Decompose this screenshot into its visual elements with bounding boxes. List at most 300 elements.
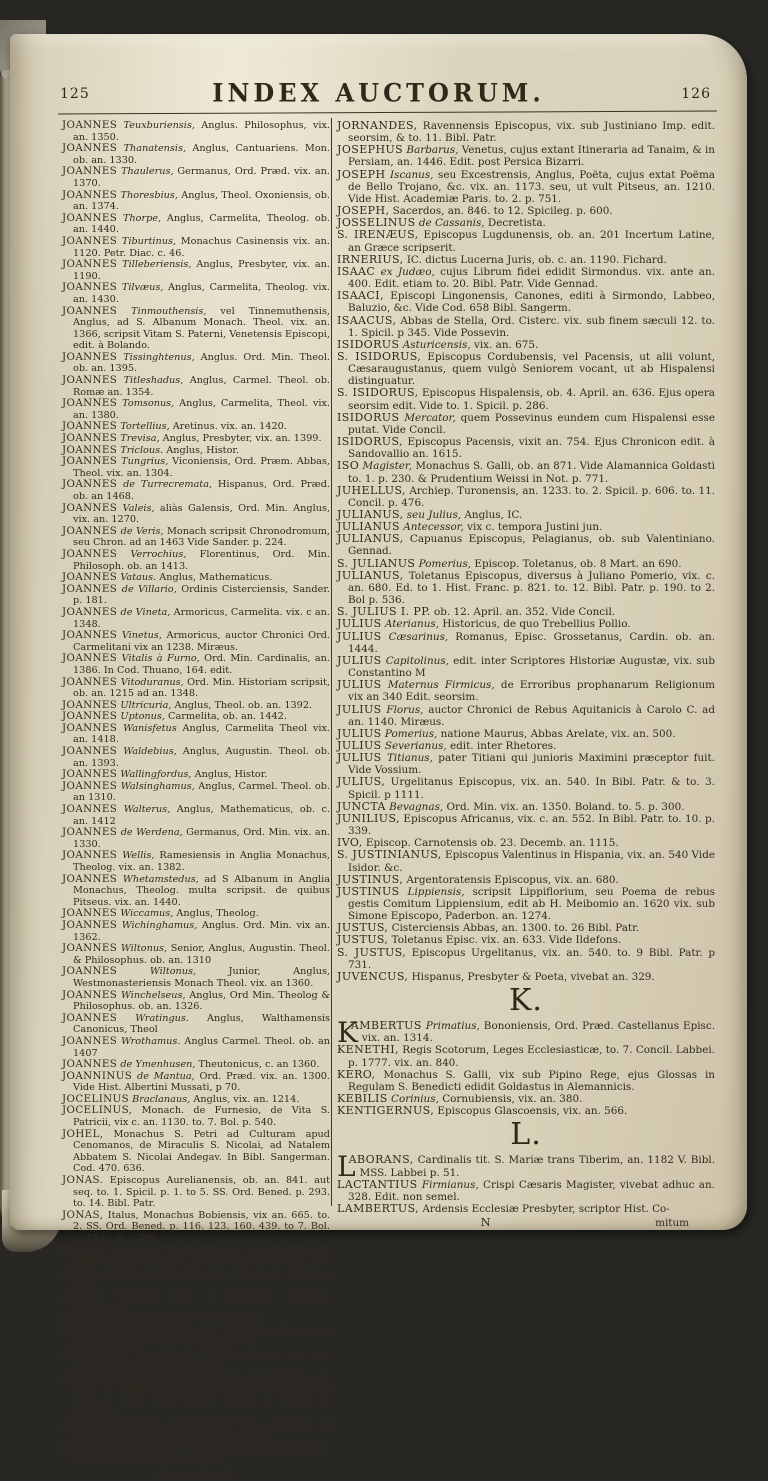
- index-entry: [337, 1044, 715, 1068]
- entry-byname: Thaulerus,: [117, 166, 174, 178]
- index-entry: [337, 679, 715, 703]
- entry-headword: JUSTUS,: [337, 921, 389, 935]
- entry-text: ad S Albanum in Anglia Monachus, Theolog. multa scripsit. de quibus Pitseus. vix. an. 1440.: [73, 873, 331, 908]
- index-column-right: [337, 120, 715, 1229]
- entry-headword: JOANNES: [62, 165, 118, 178]
- entry-text: pater Titiani qui junioris Maximini præceptor fuit. Vide Vossium.: [348, 752, 715, 777]
- index-entry: [337, 533, 715, 557]
- index-entry: [337, 120, 715, 144]
- entry-headword: ABORANS,: [348, 1153, 414, 1167]
- entry-text: scripsit Lippiflorium, seu Poema de rebus gestis Comitum Lippiensium, edit ab H. Meibomio an. 1620 vix. sub Simone Episcopo, Paderbon. an. 1274.: [348, 885, 715, 923]
- entry-byname: Tissinghtenus,: [117, 351, 195, 363]
- index-entry: [62, 456, 330, 479]
- page-header: [10, 78, 747, 112]
- entry-headword: JONAS,: [62, 1208, 104, 1221]
- entry-byname: Ruffus,: [125, 1418, 167, 1430]
- entry-headword: ISIDORUS: [337, 410, 400, 424]
- entry-headword: JOANNES: [62, 918, 118, 931]
- index-entry: [62, 1349, 330, 1372]
- entry-text: Anglus Carmel. Theol. ob. an 1407: [73, 1035, 330, 1059]
- entry-headword: JULIANUS: [337, 520, 400, 534]
- entry-text: Augustinian. vix. an. 1410.: [129, 1314, 264, 1326]
- index-entry: [337, 387, 715, 411]
- index-entry: [62, 1210, 330, 1245]
- entry-byname: Wiltonus,: [117, 943, 168, 955]
- entry-headword: KEBILIS: [337, 1092, 388, 1106]
- entry-text: Anglus, Augustin. Theol. ob. an. 1393.: [73, 746, 331, 769]
- index-entry: [62, 398, 330, 421]
- entry-text: ob. 12. April. an. 352. Vide Concil.: [430, 606, 616, 619]
- entry-headword: JOANNES: [62, 397, 118, 410]
- entry-headword: JOANNES: [62, 374, 118, 387]
- entry-headword: JULIANUS,: [337, 508, 404, 521]
- entry-byname: Wichinghamus,: [117, 919, 198, 931]
- entry-byname: Vataus.: [117, 572, 157, 584]
- index-entry: [62, 549, 330, 572]
- entry-byname: Wiccamus,: [117, 908, 174, 920]
- entry-headword: JOANNES: [62, 698, 118, 711]
- index-entry: [62, 1245, 330, 1268]
- entry-text: Toletanus Episcopus, diversus à Juliano Pomerio, vix. c. an. 680. Ed. to 1. Hist. Franc. p. 821. to. 12. Bibl. Patr. p. 190. to 2. Bol p. 536.: [348, 569, 715, 607]
- entry-text: Capuanus Episcopus, Pelagianus, ob. sub Valentiniano. Gennad.: [348, 533, 715, 558]
- entry-byname: Braclanaus,: [129, 1093, 191, 1105]
- entry-byname: Walterus,: [117, 804, 171, 816]
- entry-byname: Winchelseus,: [117, 989, 186, 1001]
- entry-text: Anglus, Theol. ob. an. 1392.: [171, 699, 313, 711]
- index-entry: [337, 1105, 715, 1117]
- entry-headword: AMBERTUS: [350, 1019, 422, 1033]
- entry-headword: JULIUS: [337, 726, 382, 740]
- entry-text: Toletanus Episc. vix. an. 633. Vide Ildefons.: [388, 934, 622, 947]
- index-entry: [337, 169, 715, 205]
- entry-headword: JOANNES: [62, 501, 118, 514]
- entry-headword: JOANNES: [62, 420, 118, 433]
- entry-headword: S. JULIANUS: [337, 556, 416, 570]
- entry-headword: JUHELLUS,: [337, 483, 406, 497]
- index-entry: [337, 849, 715, 873]
- entry-text: Anglus, Walthamensis Canonicus, Theol: [73, 1012, 330, 1036]
- entry-headword: JULIUS: [337, 629, 382, 643]
- entry-text: Romanus, Episc. Grossetanus, Cardin. ob. an. 1444.: [348, 630, 715, 655]
- entry-headword: JOANNES: [62, 629, 118, 642]
- signature-row: [337, 1216, 715, 1229]
- entry-headword: JUVENCUS,: [337, 969, 409, 983]
- entry-byname: Cæsarinus,: [381, 630, 449, 643]
- entry-headword: JOANNES: [62, 582, 118, 595]
- entry-headword: JULIUS: [337, 702, 382, 716]
- entry-text: vix c. tempora Justini jun.: [463, 521, 603, 534]
- entry-headword: LAMBERTUS,: [337, 1201, 420, 1215]
- entry-text: seu Excestrensis, Anglus, Poëta, cujus extat Poëma de Bello Trojano, &c. vix. an. 1173. seu, ut vult Pitseus, an. 1210. Vide Hist. Academiæ Paris. to. 2. p. 751.: [348, 168, 716, 205]
- entry-headword: JOANNES: [62, 605, 118, 618]
- entry-text: Anglus, Histor.: [191, 769, 268, 781]
- entry-headword: JOANNES: [62, 119, 118, 131]
- entry-text: Sacerdos, an. 846. to 12. Spicileg. p. 600.: [389, 205, 613, 218]
- entry-text: Venetus, cujus extant Itineraria ad Tanaim, & in Persiam, an. 1446. Edit. post Persica Bizarri.: [348, 144, 715, 169]
- entry-text: Junior, Anglus, Westmonasteriensis Monach Theol. vix. an 1360.: [73, 966, 330, 989]
- index-entry: [337, 1179, 715, 1203]
- entry-headword: JULIUS: [337, 678, 382, 692]
- entry-byname: Lippiensis,: [399, 885, 465, 898]
- index-entry: [337, 1069, 715, 1093]
- entry-text: aliàs Galensis, Ord. Min. Anglus, vix. an. 1270.: [73, 502, 330, 526]
- entry-text: Anglus, Carmelita Theol vix. an. 1418.: [73, 722, 330, 746]
- entry-text: Anglus, Presbyter, vix. an. 1399.: [159, 433, 322, 445]
- entry-text: Cisterciensis Abbas, an. 1300. to. 26 Bibl. Patr.: [388, 922, 640, 935]
- entry-text: Florentinus, Ord. Min. Philosoph. ob. an 1413.: [73, 548, 330, 572]
- entry-text: Ord. Præd. vix. an. 1300. Vide Hist. Albertini Mussati, p 70.: [73, 1070, 330, 1094]
- entry-text: Anglus, Ord Min. Theolog & Philosophus. ob. an. 1326.: [73, 989, 330, 1013]
- entry-text: Ord. Min. Historiam scripsit, ob. an. 1215 ad an. 1348.: [73, 676, 331, 700]
- entry-text: Episcopi Lingonensis, Canones, editi à Sirmondo, Labbeo, Baluzio, &c. Vide Cod. 658 Bibl. Sangerm.: [348, 290, 715, 315]
- index-entry: [337, 752, 715, 776]
- index-entry: [337, 704, 715, 728]
- entry-text: Urgelitanus Episcopus, vix. an. 540. In Bibl. Patr. & to. 3. Spicil. p 1111.: [348, 776, 715, 801]
- entry-headword: JOSSELINUS: [337, 216, 416, 230]
- entry-headword: JOCELINUS: [62, 1092, 130, 1105]
- entry-headword: JOANNES: [62, 188, 118, 201]
- entry-text: Episcopus Urgelitanus, vix. an. 540. to. 9 Bibl. Patr. p 731.: [348, 946, 715, 971]
- entry-headword: JOANNES: [62, 745, 118, 758]
- entry-headword: JOANNES: [62, 142, 118, 155]
- index-entry: [62, 479, 330, 502]
- entry-text: Archiep. Turonensis, an. 1233. to. 2. Spicil. p. 606. to. 11. Concil. p. 476.: [348, 484, 715, 509]
- entry-headword: JORDANUS: [62, 1371, 126, 1384]
- entry-headword: JOANNES: [62, 1034, 118, 1047]
- index-entry: [337, 740, 715, 752]
- entry-headword: JULIUS: [337, 617, 382, 631]
- entry-headword: JUSTINUS: [337, 884, 400, 898]
- entry-text: Anglus, Mathematicus.: [156, 572, 273, 584]
- entry-headword: JOANNES: [62, 524, 118, 537]
- entry-byname: Tiburtinus,: [117, 235, 177, 247]
- entry-headword: ISAAC: [337, 264, 376, 278]
- entry-byname: Titleshadus,: [117, 375, 184, 387]
- entry-byname: Magister,: [125, 1325, 177, 1337]
- book-page: [10, 34, 747, 1481]
- entry-headword: JOSEPH,: [337, 204, 390, 218]
- index-entry: [62, 1105, 330, 1128]
- entry-text: Anglus, Cantuariens. Mon. ob. an. 1330.: [73, 143, 330, 166]
- entry-text: de Erroribus prophanarum Religionum vix an 340 Edit. seorsim.: [348, 679, 715, 704]
- entry-text: Monach scripsit Chronodromum, seu Chron. ad an 1463 Vide Sander. p. 224.: [73, 525, 330, 549]
- index-entry: [337, 813, 715, 837]
- entry-headword: IRNERIUS,: [337, 252, 404, 266]
- entry-headword: S. ISIDORUS,: [337, 349, 422, 363]
- entry-headword: JOANNES: [62, 455, 118, 468]
- index-entry: [62, 120, 330, 143]
- entry-headword: KERO,: [337, 1067, 376, 1081]
- entry-text: Monachus S. Galli, ob. an 871. Vide Alamannica Goldasti to. 1. p. 230. & Prudentium Weissi in Not. p. 771.: [348, 460, 715, 485]
- index-entry: [337, 290, 715, 314]
- entry-headword: JOANNES: [62, 304, 118, 317]
- entry-byname: Vitoduranus,: [117, 676, 184, 688]
- index-entry: [337, 728, 715, 740]
- index-entry: [62, 630, 330, 653]
- index-entry: [62, 213, 330, 236]
- index-entry: [62, 1268, 330, 1291]
- entry-headword: S. ISIDORUS,: [337, 386, 419, 400]
- index-entry: [337, 436, 715, 460]
- entry-headword: JUNCTA: [337, 799, 386, 813]
- entry-text: Episcop. Toletanus, ob. 8 Mart. an 690.: [471, 557, 682, 570]
- entry-headword: JOANNES: [62, 547, 118, 560]
- index-entry: [62, 503, 330, 526]
- index-entry: [62, 1442, 330, 1465]
- entry-headword: JORDANUS: [62, 1347, 126, 1360]
- entry-byname: Tinmouthensis,: [117, 305, 207, 317]
- entry-byname: Severianus,: [381, 739, 447, 752]
- entry-headword: JORDANUS: [62, 1417, 126, 1430]
- entry-text: vel Tinnemuthensis, Anglus, ad S. Albanum Monach. Theol. vix. an. 1366, scripsit Vitam S. Paterni, Venetensis Episcopi, edit. à Bolando.: [73, 305, 330, 352]
- entry-headword: JOANNES: [62, 478, 118, 491]
- entry-headword: ISAACUS,: [337, 313, 397, 327]
- entry-headword: JOCELINUS,: [62, 1104, 133, 1117]
- entry-headword: JUNILIUS,: [337, 811, 400, 825]
- entry-text: Germanus, Ord. Præd. vix. an. 1370.: [73, 166, 330, 189]
- entry-text: Anglus, Carmelita, Theolog. ob. an. 1440.: [73, 212, 330, 236]
- entry-text: Carmelita, ob. an. 1442.: [164, 711, 287, 723]
- entry-text: Crispi Cæsaris Magister, vivebat adhuc an. 328. Edit. non semel.: [348, 1178, 715, 1203]
- index-entry: [62, 584, 330, 607]
- entry-text: edit. inter Rhetores.: [446, 739, 557, 752]
- entry-text: Viconiensis, Ord. Præm. Abbas, Theol. vix. an. 1304.: [73, 456, 331, 479]
- entry-headword: JOANNES: [62, 965, 118, 978]
- entry-text: vix. an. 675.: [470, 338, 539, 351]
- entry-byname: Tomsonus,: [117, 398, 175, 410]
- entry-byname: Valeis,: [117, 502, 155, 514]
- index-entry: [337, 351, 715, 387]
- index-entry: [62, 723, 330, 746]
- entry-text: Monachus S. Galli, vix sub Pipino Rege, ejus Glossas in Regulam S. Benedicti edidit Goldastus in Alemannicis.: [348, 1068, 715, 1093]
- index-entry: [337, 570, 715, 606]
- entry-text: Armoricus, Carmelita. vix. c an. 1348.: [73, 606, 330, 630]
- entry-text: natione Maurus, Abbas Arelate, vix. an. 500.: [437, 727, 676, 740]
- index-entry: [337, 460, 715, 484]
- entry-headword: JONAS,: [62, 1266, 104, 1279]
- index-entry: [337, 886, 715, 922]
- entry-text: Episcopus Glascoensis, vix. an. 566.: [434, 1105, 628, 1118]
- index-entry: [62, 1326, 330, 1349]
- entry-headword: JONAS,: [62, 1289, 104, 1302]
- entry-byname: Mercator,: [399, 411, 456, 424]
- index-entry: [62, 306, 330, 352]
- index-entry: [62, 677, 330, 700]
- entry-text: Anglus, Carmelita, Theolog. vix. an. 1430.: [73, 282, 330, 305]
- index-entry: [337, 412, 715, 436]
- entry-byname: Pomerius,: [381, 727, 438, 740]
- entry-text: Anglus, Carmel. Theol. ob. Romæ an. 1354.: [73, 375, 330, 398]
- index-entry: [337, 485, 715, 509]
- section-heading-k: K.: [509, 983, 543, 1019]
- entry-headword: JOANNES: [62, 211, 118, 224]
- section-heading-l: L.: [510, 1117, 542, 1153]
- entry-text: Episcopus Lugdunensis, ob. an. 201 Incertum Latine, an Græce scripserit.: [348, 229, 715, 254]
- entry-text: Anglus, Mathematicus, ob. c. an. 1412: [73, 804, 330, 827]
- entry-text: Abbas de Stella, Ord. Cisterc. vix. sub finem sæculi 12. to. 1. Spicil. p 345. Vide Possevin.: [348, 314, 715, 339]
- entry-headword: ISIDORUS: [337, 337, 400, 351]
- entry-text: Argentoratensis Episcopus, vix. an. 680.: [403, 873, 619, 886]
- entry-byname: Saxo,: [125, 1441, 157, 1453]
- entry-byname: Bevagnas,: [385, 800, 444, 813]
- index-entry: [62, 526, 330, 549]
- entry-byname: Corinius,: [387, 1093, 439, 1106]
- entry-text: Anglus, Carmel. Theol. ob. an 1310.: [73, 780, 330, 804]
- entry-byname: Verrochius,: [117, 548, 187, 560]
- entry-text: Ravennensis Episcopus, vix. sub Justiniano Imp. edit. seorsim, & to. 11. Bibl. Patr.: [348, 120, 715, 145]
- entry-text: Ordinis Cisterciensis, Sander. p. 181.: [73, 583, 330, 607]
- entry-byname: Teuxburiensis,: [117, 120, 195, 131]
- entry-byname: Wallingfordus,: [117, 769, 192, 781]
- entry-headword: JOANNES: [62, 281, 118, 294]
- index-entry: [337, 1203, 715, 1215]
- index-entry: [62, 746, 330, 769]
- entry-headword: JORDANUS,: [62, 1313, 130, 1326]
- entry-byname: Pomerius,: [415, 557, 472, 570]
- entry-text: Historicus, de quo Trebellius Pollio.: [439, 618, 631, 631]
- entry-byname: Wratingus.: [117, 1012, 189, 1024]
- index-entry: [62, 781, 330, 804]
- entry-text: Regis Scotorum, Leges Ecclesiasticæ, to. 7. Concil. Labbei. p. 1777. vix. an. 840.: [348, 1044, 715, 1069]
- entry-byname: Walsinghamus,: [117, 780, 195, 792]
- entry-headword: JONAS.: [62, 1174, 104, 1187]
- page-number-right: 126: [681, 86, 711, 102]
- index-entry: [337, 315, 715, 339]
- index-entry: [62, 1291, 330, 1314]
- entry-byname: Wiltonus,: [117, 966, 197, 978]
- entry-text: Monachus S. Petri ad Culturam apud Cenomanos, de Miraculis S. Nicolai, ad Natalem Abbatem S. Nicolai Andegav. In Bibl. Sangerman. Cod. 470. 636.: [73, 1128, 330, 1175]
- index-entry: [62, 143, 330, 166]
- index-entry: [62, 1071, 330, 1094]
- index-entry: [62, 259, 330, 282]
- entry-byname: Primatius,: [421, 1020, 480, 1033]
- entry-byname: Wellis,: [117, 850, 155, 862]
- index-entry: [337, 655, 715, 679]
- entry-text: Episcop. Carnotensis ob. 23. Decemb. an. 1115.: [362, 837, 619, 850]
- entry-byname: de Mantua,: [132, 1070, 195, 1082]
- entry-text: IC. dictus Lucerna Juris, ob. c. an. 1190. Fichard.: [403, 253, 667, 266]
- entry-headword: JOANNES: [62, 779, 118, 792]
- entry-byname: de Werdena,: [117, 827, 183, 839]
- index-entry: [337, 229, 715, 253]
- entry-headword: JOANNES: [62, 872, 118, 885]
- entry-byname: Trevisa,: [117, 433, 160, 445]
- entry-headword: JUSTUS,: [337, 933, 389, 947]
- entry-text: Caroli C. Imp. Notarius. Vide to. 4. Spicil. p 496.: [73, 1267, 330, 1291]
- entry-text: Ord. Min. Cardinalis, an. 1386. In Cod. Thuano, 164. edit.: [73, 653, 330, 676]
- entry-headword: JOANNES: [62, 652, 118, 665]
- entry-byname: de Veris,: [117, 525, 164, 537]
- entry-byname: de Cassanis,: [415, 217, 485, 230]
- entry-text: Anglus, Histor.: [163, 444, 240, 456]
- entry-byname: de Villario,: [117, 583, 177, 595]
- entry-byname: Wanisfetus: [117, 722, 177, 734]
- entry-byname: de Vineta,: [117, 606, 171, 618]
- entry-byname: Uptonus,: [117, 711, 165, 723]
- entry-text: Mathematicus, vix. an. 1235. Edit. Paris. an. 1296. &c.: [73, 1348, 330, 1372]
- entry-headword: JOANNES: [62, 907, 118, 920]
- entry-text: Aretinus. vix. an. 1420.: [169, 421, 287, 433]
- entry-headword: JULIUS: [337, 653, 382, 667]
- entry-headword: JULIUS,: [337, 775, 386, 789]
- entry-text: Ord. Præd. Theologus Parisiensis, an. 1221. Edit. Romæ an. 1587.: [73, 1441, 330, 1465]
- entry-byname: de Turrecremata,: [117, 479, 213, 491]
- entry-text: Hispanus, Ord. Præd. ob. an 1468.: [73, 479, 330, 502]
- entry-text: Anglus, Carmelita, Theol. vix. an. 1380.: [73, 398, 330, 421]
- entry-headword: S. IRENÆUS,: [337, 228, 419, 242]
- index-entry: [337, 606, 715, 618]
- entry-byname: Tilvæus,: [117, 282, 164, 294]
- entry-headword: JOANNES: [62, 675, 118, 688]
- entry-headword: JOANNES: [62, 1058, 118, 1071]
- entry-byname: Vinetus,: [117, 630, 162, 642]
- index-entry: [62, 1013, 330, 1036]
- entry-byname: Thanatensis,: [117, 143, 187, 155]
- index-entry: [62, 920, 330, 943]
- entry-headword: JULIANUS,: [337, 568, 404, 582]
- entry-headword: JOSEPHUS: [337, 143, 404, 157]
- entry-byname: Capitolinus,: [381, 654, 449, 667]
- entry-headword: JOANNES: [62, 803, 118, 816]
- page-title: INDEX AUCTORUM.: [212, 77, 545, 108]
- entry-text: Anglus, Theol. Oxoniensis, ob. an. 1374.: [73, 189, 330, 213]
- entry-text: quem Possevinus eundem cum Hispalensi esse putat. Vide Concil.: [348, 411, 715, 436]
- entry-headword: JOANNES: [62, 432, 118, 445]
- column-note: Glossar. Pars I.: [158, 1469, 233, 1481]
- entry-byname: Titianus,: [381, 752, 433, 765]
- entry-text: Episcopus Cordubensis, vel Pacensis, ut alii volunt, Cæsaraugustanus, quem vulgò Seniorem vocant, ut ab Hispalensi distinguatur.: [348, 350, 715, 388]
- entry-text: vix. an. 1320. Ejus Chronicon edit. à Schardio. Vide Vossium p 788.: [73, 1325, 330, 1349]
- entry-headword: JOANNES: [62, 988, 118, 1001]
- entry-headword: JOANNES: [62, 768, 118, 781]
- entry-text: Calaber, de Cura equorum ad Fridericum Imp. MS. extat etiam Gallicè.: [73, 1418, 330, 1442]
- entry-text: Anglus. Ord. Min. vix an. 1362.: [73, 919, 330, 943]
- entry-text: Ardensis Ecclesiæ Presbyter, scriptor Hist. Co-: [419, 1202, 670, 1215]
- entry-text: Episcopus Africanus, vix. c. an. 552. In Bibl. Patr. to. 10. p. 339.: [348, 812, 715, 838]
- index-entry: [62, 1372, 330, 1418]
- index-entry: [62, 236, 330, 259]
- entry-headword: JUSTINUS,: [337, 872, 404, 886]
- index-entry: [337, 971, 715, 983]
- entry-byname: Waldebius,: [117, 746, 177, 758]
- index-entry: [62, 282, 330, 305]
- entry-text: Anglus. Philosophus, vix. an. 1350.: [73, 120, 330, 143]
- entry-byname: Iscanus,: [385, 168, 434, 181]
- index-entry: [62, 943, 330, 966]
- index-entry: [337, 631, 715, 655]
- index-entry: [62, 1419, 330, 1442]
- entry-text: Germanus, Ord. Min. vix. an. 1330.: [73, 827, 331, 850]
- entry-headword: LACTANTIUS: [337, 1177, 418, 1191]
- entry-text: Italus, Monachus Bobiensis, vix an. 665. to. 2. SS. Ord. Bened. p. 116. 123. 160. 439. to 7. Bol. p. 43 to. 8. p 786.: [73, 1209, 330, 1244]
- index-entry: [62, 966, 330, 989]
- entry-headword: IVO,: [337, 836, 363, 850]
- index-entry: [62, 990, 330, 1013]
- entry-text: Scriptor Vitæ S. Hucberti, Episcop. Leodiensis.: [73, 1290, 330, 1314]
- index-entry: [337, 144, 715, 168]
- entry-byname: Whetamstedus,: [117, 873, 199, 885]
- entry-headword: JOHEL,: [62, 1127, 104, 1140]
- entry-text: Saxo. Augustinian. an. 1441. al. 1389. scripsit Vitas Patrum sui Ord. Romæ edit. an. 1587. Vide Sander. 2. part. p. 56, 82. & Miræum.: [73, 1372, 330, 1418]
- index-entry: [337, 947, 715, 971]
- entry-text: edit. inter Scriptores Historiæ Augustæ, vix. sub Constantino M: [348, 654, 715, 680]
- entry-text: Cardinalis tit. S. Mariæ trans Tiberim, an. 1182 V. Bibl. MSS. Labbei p. 51.: [359, 1154, 715, 1179]
- entry-byname: Tortellius,: [117, 421, 170, 433]
- index-entry: [337, 254, 715, 266]
- entry-headword: JORDANUS: [62, 1440, 126, 1453]
- index-entry: [337, 922, 715, 934]
- entry-headword: S. JUSTINIANUS,: [337, 848, 442, 862]
